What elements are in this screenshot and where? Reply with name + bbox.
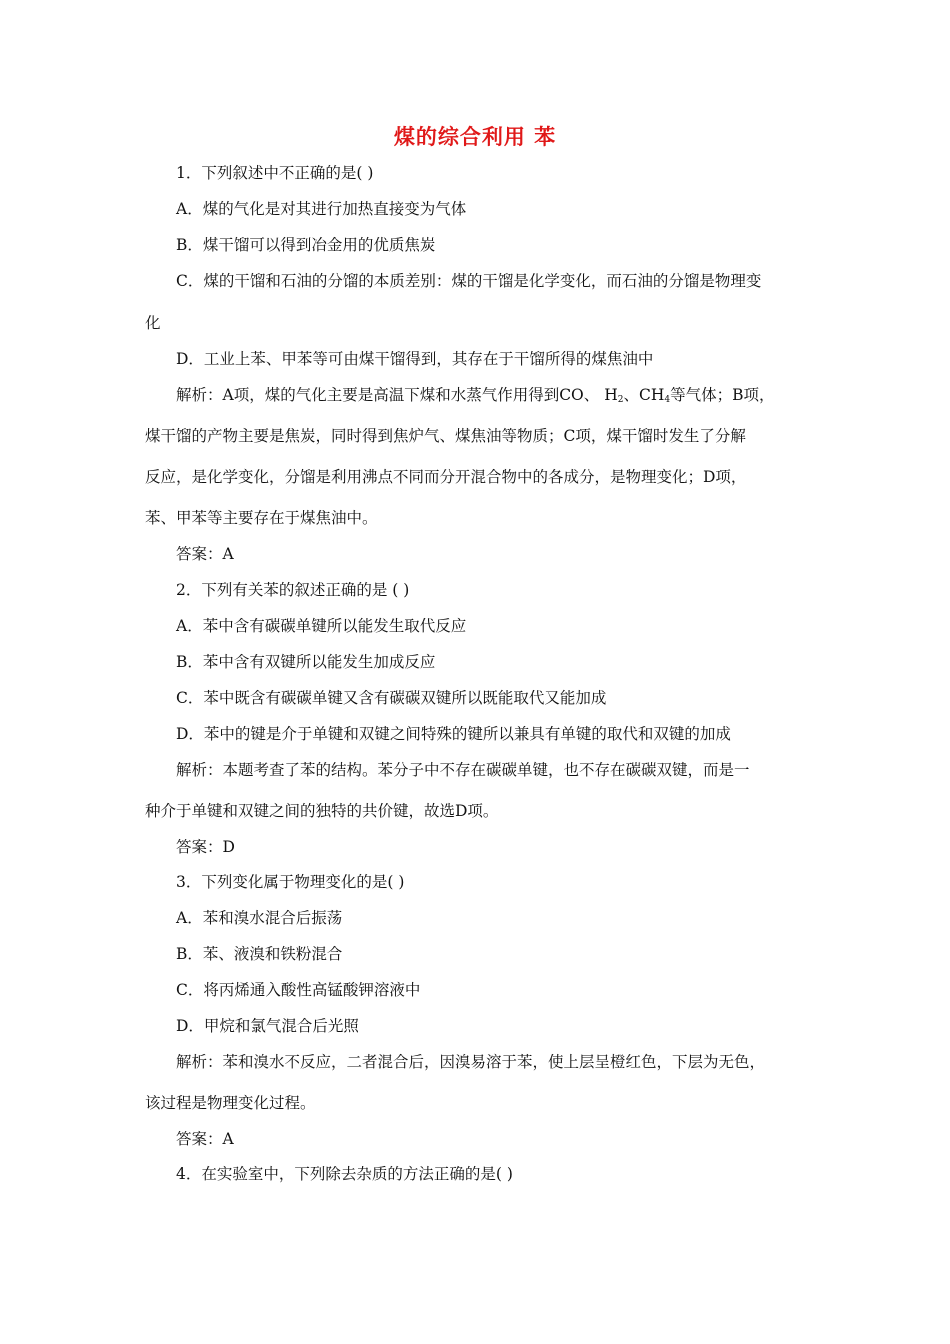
q2-explanation-line1: 解析：本题考查了苯的结构。苯分子中不存在碳碳单键，也不存在碳碳双键，而是一 — [176, 761, 750, 779]
q2-explanation-line2: 种介于单键和双键之间的独特的共价键，故选D项。 — [145, 802, 499, 820]
q3-option-a: A．苯和溴水混合后振荡 — [176, 909, 343, 927]
q2-option-d: D．苯中的键是介于单键和双键之间特殊的键所以兼具有单键的取代和双键的加成 — [176, 725, 731, 743]
q2-answer: 答案：D — [176, 838, 235, 856]
q1-explanation-line1: 解析：A项，煤的气化主要是高温下煤和水蒸气作用得到CO、 $H_2$、$CH_4$等气体；B项， — [176, 386, 775, 405]
q3-option-c: C．将丙烯通入酸性高锰酸钾溶液中 — [176, 981, 421, 999]
q4-stem: 4．在实验室中，下列除去杂质的方法正确的是( ) — [176, 1165, 513, 1183]
page-title: 煤的综合利用 苯 — [393, 125, 557, 149]
q3-stem: 3．下列变化属于物理变化的是( ) — [176, 873, 405, 891]
q3-option-b: B．苯、液溴和铁粉混合 — [176, 945, 343, 963]
q1-answer: 答案：A — [176, 545, 234, 563]
q1-option-c-cont: 化 — [145, 314, 161, 332]
q1-option-c: C．煤的干馏和石油的分馏的本质差别：煤的干馏是化学变化，而石油的分馏是物理变 — [176, 272, 762, 290]
q2-option-a: A．苯中含有碳碳单键所以能发生取代反应 — [176, 617, 467, 635]
q1-option-b: B．煤干馏可以得到冶金用的优质焦炭 — [176, 236, 436, 254]
q2-stem: 2．下列有关苯的叙述正确的是 ( ) — [176, 581, 410, 599]
q1-explanation-line2: 煤干馏的产物主要是焦炭，同时得到焦炉气、煤焦油等物质；C项，煤干馏时发生了分解 — [145, 427, 746, 445]
q3-explanation-line1: 解析：苯和溴水不反应，二者混合后，因溴易溶于苯，使上层呈橙红色，下层为无色， — [176, 1053, 766, 1071]
q1-option-a: A．煤的气化是对其进行加热直接变为气体 — [176, 200, 467, 218]
q1-option-d: D．工业上苯、甲苯等可由煤干馏得到，其存在于干馏所得的煤焦油中 — [176, 350, 654, 368]
q1-explanation-line4: 苯、甲苯等主要存在于煤焦油中。 — [145, 509, 378, 527]
q3-option-d: D．甲烷和氯气混合后光照 — [176, 1017, 359, 1035]
q1-stem: 1．下列叙述中不正确的是( ) — [176, 164, 374, 182]
q2-option-c: C．苯中既含有碳碳单键又含有碳碳双键所以既能取代又能加成 — [176, 689, 607, 707]
q3-explanation-line2: 该过程是物理变化过程。 — [145, 1094, 316, 1112]
q1-explanation-line3: 反应，是化学变化，分馏是利用沸点不同而分开混合物中的各成分，是物理变化；D项， — [145, 468, 747, 486]
q3-answer: 答案：A — [176, 1130, 234, 1148]
q2-option-b: B．苯中含有双键所以能发生加成反应 — [176, 653, 436, 671]
